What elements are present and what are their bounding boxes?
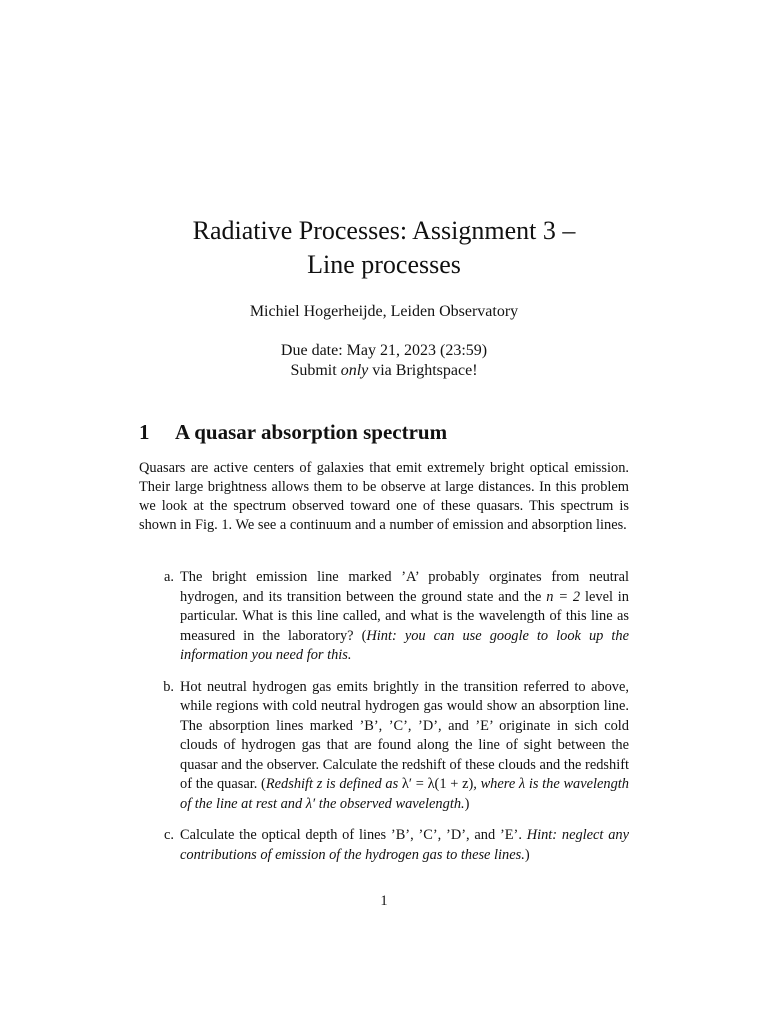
- submit-emphasis: only: [340, 362, 369, 379]
- question-b-formula: λ′ = λ(1 + z): [401, 776, 474, 792]
- title-line-1: Radiative Processes: Assignment 3 –: [192, 216, 576, 245]
- submit-pre: Submit: [290, 362, 341, 379]
- question-a-text-1: The bright emission line marked ’A’ probably orginates from neutral hydrogen, and its transition between the ground state and the: [180, 569, 629, 605]
- question-b-definition-2: , where λ is the wavelength of the line at rest and λ′ the observed wavelength.: [180, 776, 629, 812]
- intro-paragraph: Quasars are active centers of galaxies that emit extremely bright optical emission. Their large brightness allows them to be observe at large distances. In this problem we look at the spectrum observed toward one of these quasars. This spectrum is shown in Fig. 1. We see a continuum and a number of emission and absorption lines.: [139, 460, 629, 533]
- question-c-text-1: Calculate the optical depth of lines ’B’, ’C’, ’D’, and ’E’.: [180, 827, 527, 843]
- question-label: a.: [164, 569, 174, 585]
- submit-post: via Brightspace!: [368, 362, 478, 379]
- question-b-text-1: Hot neutral hydrogen gas emits brightly in the transition referred to above, while regions with cold neutral hydrogen gas would show an absorption line. The absorption lines marked ’B’, ’C’, ’D’, and ’E’ originate in sich cold clouds of hydrogen gas that are found along the line of sight between the quasar and the observer. Calculate the redshift of these clouds and the redshift of the quasar. (: [180, 678, 629, 792]
- question-a-math: n = 2: [546, 588, 581, 605]
- question-label: b.: [163, 678, 174, 695]
- question-a-hint: Hint: you can use google to look up the information you need for this.: [180, 627, 629, 663]
- question-text: [180, 678, 629, 815]
- question-c: [139, 826, 629, 865]
- question-text: [180, 826, 629, 865]
- section-title: A quasar absorption spectrum: [175, 420, 448, 444]
- question-c-close: ): [524, 846, 530, 863]
- question-a: [139, 568, 629, 666]
- due-block: [0, 341, 768, 381]
- title-line-2: Line processes: [307, 250, 461, 279]
- author-line: Michiel Hogerheijde, Leiden Observatory: [249, 303, 519, 320]
- section-number: 1: [139, 420, 150, 444]
- question-b-definition-1: Redshift z is defined as: [265, 776, 402, 792]
- page-number: 1: [380, 893, 388, 909]
- question-c-hint: Hint: neglect any contributions of emission of the hydrogen gas to these lines.: [180, 827, 629, 863]
- document-title: [0, 214, 768, 282]
- question-label: c.: [164, 827, 174, 843]
- question-b: [139, 678, 629, 815]
- question-list: [139, 568, 629, 877]
- question-text: [180, 568, 629, 666]
- question-a-text-2: level in particular. What is this line called, and what is the wavelength of this line as measured in the laboratory? (: [180, 588, 630, 644]
- due-date: Due date: May 21, 2023 (23:59): [280, 342, 488, 359]
- question-b-close: ): [464, 795, 470, 812]
- submit-note: [0, 361, 768, 381]
- section-heading: [139, 420, 447, 445]
